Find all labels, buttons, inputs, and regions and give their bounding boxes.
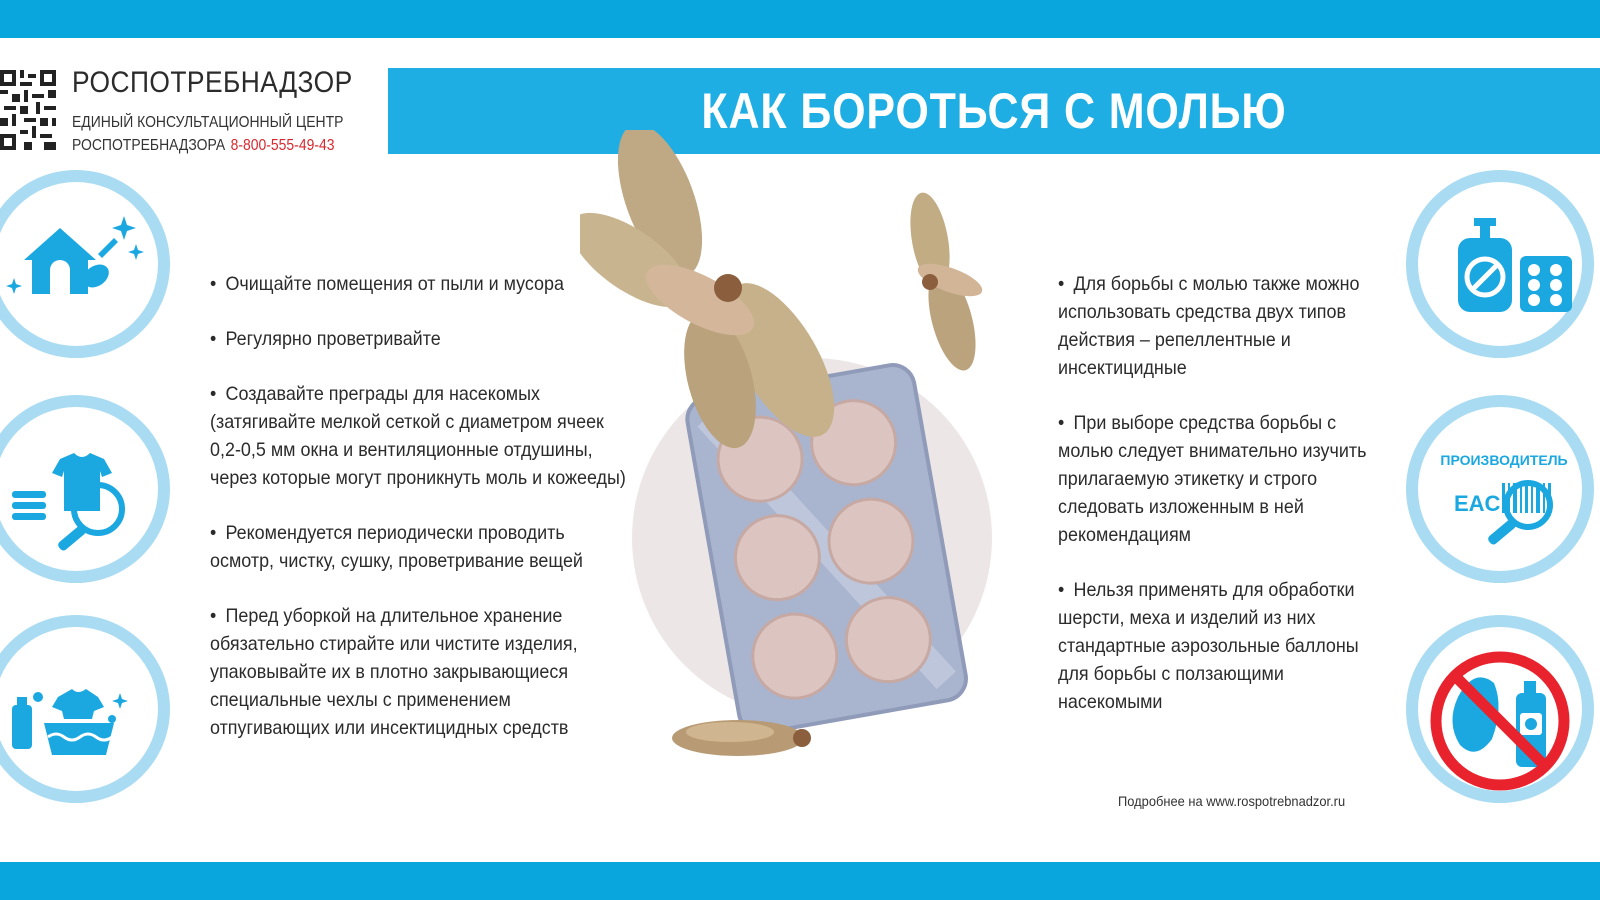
consult-center-line: ЕДИНЫЙ КОНСУЛЬТАЦИОННЫЙ ЦЕНТР <box>72 114 344 131</box>
list-item: • Нельзя применять для обработки шерсти, меха и изделий из них стандартные аэрозольные баллоны для борьбы с ползающими насекомыми <box>1058 579 1359 713</box>
list-item: • Создавайте преграды для насекомых (затягивайте мелкой сеткой с диаметром ячеек 0,2-0,5 мм окна и вентиляционные отдушины, через которые могут проникнуть моль и кожееды) <box>210 383 626 489</box>
more-info-link[interactable]: Подробнее на www.rospotrebnadzor.ru <box>1118 793 1346 809</box>
bottom-stripe <box>0 862 1600 900</box>
list-item: • Для борьбы с молью также можно использовать средства двух типов действия – репеллентные и инсектицидные <box>1058 273 1360 379</box>
washing-icon <box>0 627 158 791</box>
consult-center-line-2: РОСПОТРЕБНАДЗОРА 8-800-555-49-43 <box>72 137 335 154</box>
no-aerosol-icon-circle <box>1406 615 1594 803</box>
producer-label: ПРОИЗВОДИТЕЛЬ <box>1440 452 1568 468</box>
clean-house-icon <box>0 182 158 346</box>
right-tips-list <box>1058 270 1398 743</box>
washing-icon-circle <box>0 615 170 803</box>
list-item: • Регулярно проветривайте <box>210 328 441 350</box>
top-stripe <box>0 0 1600 38</box>
repellent-products-icon-circle <box>1406 170 1594 358</box>
no-aerosol-on-fur-icon <box>1418 627 1582 791</box>
list-item: • При выборе средства борьбы с молью следует внимательно изучить прилагаемую этикетку и строго следовать изложенным в ней рекомендациям <box>1058 412 1367 546</box>
repellent-products-icon <box>1418 182 1582 346</box>
label-check-icon <box>1418 407 1582 571</box>
hotline-phone[interactable]: 8-800-555-49-43 <box>230 137 335 154</box>
page-title: КАК БОРОТЬСЯ С МОЛЬЮ <box>701 83 1287 139</box>
org-name: РОСПОТРЕБНАДЗОР <box>72 66 353 99</box>
list-item: • Перед уборкой на длительное хранение обязательно стирайте или чистите изделия, упаковывайте их в плотно закрывающиеся специальные чехлы с применением отпугивающих или инсектицидных средств <box>210 605 578 739</box>
label-check-icon-circle <box>1406 395 1594 583</box>
small-moth-icon <box>904 190 986 376</box>
list-item: • Рекомендуется периодически проводить осмотр, чистку, сушку, проветривание вещей <box>210 522 583 572</box>
eac-mark: EAC <box>1454 491 1501 516</box>
clothes-inspect-icon-circle <box>0 395 170 583</box>
clean-house-icon-circle <box>0 170 170 358</box>
qr-code-icon <box>0 70 56 150</box>
left-tips-list <box>210 270 670 769</box>
clothes-inspect-icon <box>0 407 158 571</box>
list-item: • Очищайте помещения от пыли и мусора <box>210 273 564 295</box>
